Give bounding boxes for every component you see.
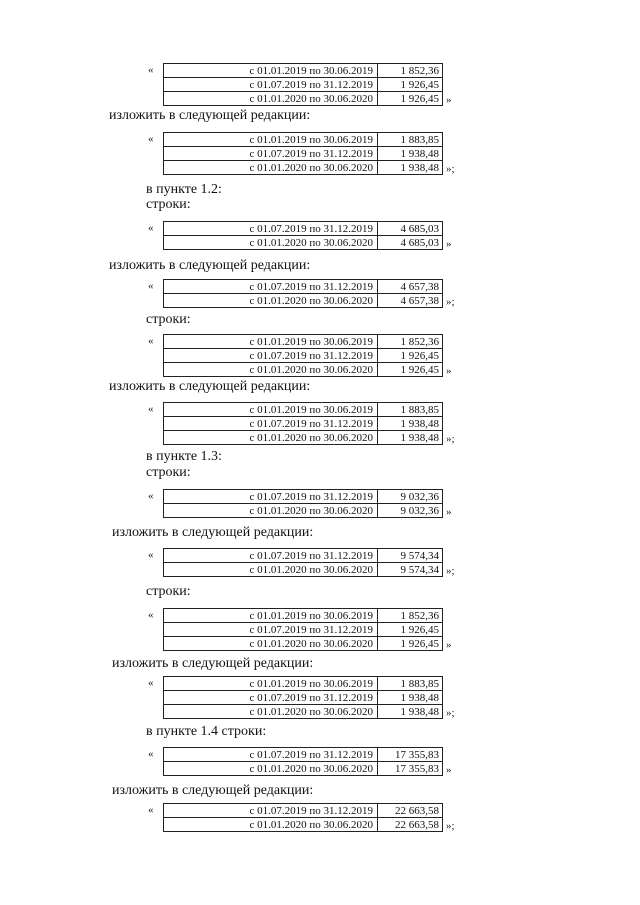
close-quote: » — [446, 365, 452, 377]
period-cell: с 01.01.2020 по 30.06.2020 — [164, 294, 378, 308]
value-cell: 1 926,45 — [378, 78, 443, 92]
rate-table — [163, 747, 443, 776]
table-row — [164, 677, 443, 691]
close-quote: »; — [446, 433, 455, 445]
rate-table — [163, 489, 443, 518]
table-row — [164, 403, 443, 417]
open-quote: « — [148, 748, 154, 760]
value-cell: 1 852,36 — [378, 335, 443, 349]
value-cell: 9 032,36 — [378, 490, 443, 504]
close-quote: »; — [446, 707, 455, 719]
table-row — [164, 762, 443, 776]
open-quote: « — [148, 609, 154, 621]
value-cell: 22 663,58 — [378, 818, 443, 832]
period-cell: с 01.07.2019 по 31.12.2019 — [164, 280, 378, 294]
period-cell: с 01.07.2019 по 31.12.2019 — [164, 623, 378, 637]
paragraph-text: изложить в следующей редакции: — [109, 379, 311, 394]
value-cell: 1 926,45 — [378, 349, 443, 363]
value-cell: 4 685,03 — [378, 236, 443, 250]
period-cell: с 01.07.2019 по 31.12.2019 — [164, 78, 378, 92]
value-cell: 1 938,48 — [378, 147, 443, 161]
open-quote: « — [148, 403, 154, 415]
close-quote: » — [446, 639, 452, 651]
table-row — [164, 147, 443, 161]
table-row — [164, 563, 443, 577]
open-quote: « — [148, 133, 154, 145]
table-row — [164, 609, 443, 623]
value-cell: 1 938,48 — [378, 691, 443, 705]
table-row — [164, 78, 443, 92]
table-row — [164, 222, 443, 236]
paragraph-text: изложить в следующей редакции: — [112, 525, 314, 540]
period-cell: с 01.01.2020 по 30.06.2020 — [164, 236, 378, 250]
close-quote: »; — [446, 820, 455, 832]
period-cell: с 01.01.2019 по 30.06.2019 — [164, 403, 378, 417]
close-quote: » — [446, 94, 452, 106]
table-row — [164, 417, 443, 431]
period-cell: с 01.07.2019 по 31.12.2019 — [164, 147, 378, 161]
period-cell: с 01.01.2020 по 30.06.2020 — [164, 92, 378, 106]
paragraph-text: в пункте 1.2: — [146, 182, 222, 197]
table-row — [164, 92, 443, 106]
paragraph-text: строки: — [146, 465, 191, 480]
value-cell: 1 938,48 — [378, 417, 443, 431]
period-cell: с 01.07.2019 по 31.12.2019 — [164, 549, 378, 563]
period-cell: с 01.07.2019 по 31.12.2019 — [164, 417, 378, 431]
rate-table — [163, 132, 443, 175]
table-row — [164, 818, 443, 832]
period-cell: с 01.01.2020 по 30.06.2020 — [164, 818, 378, 832]
rate-table — [163, 548, 443, 577]
table-row — [164, 236, 443, 250]
table-row — [164, 335, 443, 349]
table-row — [164, 490, 443, 504]
value-cell: 1 883,85 — [378, 403, 443, 417]
table-row — [164, 64, 443, 78]
period-cell: с 01.01.2019 по 30.06.2019 — [164, 677, 378, 691]
period-cell: с 01.01.2019 по 30.06.2019 — [164, 133, 378, 147]
value-cell: 4 657,38 — [378, 280, 443, 294]
table-row — [164, 363, 443, 377]
period-cell: с 01.01.2020 по 30.06.2020 — [164, 563, 378, 577]
period-cell: с 01.01.2020 по 30.06.2020 — [164, 504, 378, 518]
paragraph-text: строки: — [146, 197, 191, 212]
table-row — [164, 623, 443, 637]
table-row — [164, 804, 443, 818]
close-quote: » — [446, 764, 452, 776]
paragraph-text: строки: — [146, 312, 191, 327]
table-row — [164, 549, 443, 563]
value-cell: 1 852,36 — [378, 609, 443, 623]
period-cell: с 01.01.2020 по 30.06.2020 — [164, 705, 378, 719]
value-cell: 1 926,45 — [378, 363, 443, 377]
period-cell: с 01.01.2019 по 30.06.2019 — [164, 64, 378, 78]
period-cell: с 01.07.2019 по 31.12.2019 — [164, 490, 378, 504]
period-cell: с 01.07.2019 по 31.12.2019 — [164, 349, 378, 363]
close-quote: »; — [446, 565, 455, 577]
value-cell: 1 926,45 — [378, 637, 443, 651]
open-quote: « — [148, 804, 154, 816]
close-quote: »; — [446, 296, 455, 308]
value-cell: 22 663,58 — [378, 804, 443, 818]
value-cell: 17 355,83 — [378, 748, 443, 762]
value-cell: 9 574,34 — [378, 549, 443, 563]
table-row — [164, 637, 443, 651]
value-cell: 1 926,45 — [378, 92, 443, 106]
rate-table — [163, 803, 443, 832]
table-row — [164, 349, 443, 363]
open-quote: « — [148, 280, 154, 292]
value-cell: 9 574,34 — [378, 563, 443, 577]
table-row — [164, 280, 443, 294]
paragraph-text: изложить в следующей редакции: — [109, 108, 311, 123]
rate-table — [163, 676, 443, 719]
value-cell: 1 883,85 — [378, 677, 443, 691]
period-cell: с 01.01.2019 по 30.06.2019 — [164, 335, 378, 349]
period-cell: с 01.07.2019 по 31.12.2019 — [164, 748, 378, 762]
period-cell: с 01.01.2020 по 30.06.2020 — [164, 431, 378, 445]
paragraph-text: в пункте 1.4 строки: — [146, 724, 267, 739]
value-cell: 1 852,36 — [378, 64, 443, 78]
period-cell: с 01.07.2019 по 31.12.2019 — [164, 222, 378, 236]
period-cell: с 01.07.2019 по 31.12.2019 — [164, 804, 378, 818]
period-cell: с 01.01.2020 по 30.06.2020 — [164, 762, 378, 776]
close-quote: » — [446, 238, 452, 250]
table-row — [164, 748, 443, 762]
open-quote: « — [148, 677, 154, 689]
rate-table — [163, 608, 443, 651]
table-row — [164, 133, 443, 147]
open-quote: « — [148, 549, 154, 561]
value-cell: 4 685,03 — [378, 222, 443, 236]
open-quote: « — [148, 64, 154, 76]
table-row — [164, 705, 443, 719]
close-quote: »; — [446, 163, 455, 175]
value-cell: 1 926,45 — [378, 623, 443, 637]
open-quote: « — [148, 222, 154, 234]
value-cell: 4 657,38 — [378, 294, 443, 308]
value-cell: 1 938,48 — [378, 431, 443, 445]
rate-table — [163, 334, 443, 377]
period-cell: с 01.01.2020 по 30.06.2020 — [164, 637, 378, 651]
table-row — [164, 691, 443, 705]
paragraph-text: изложить в следующей редакции: — [112, 656, 314, 671]
table-row — [164, 294, 443, 308]
value-cell: 17 355,83 — [378, 762, 443, 776]
table-row — [164, 504, 443, 518]
period-cell: с 01.01.2020 по 30.06.2020 — [164, 161, 378, 175]
rate-table — [163, 279, 443, 308]
table-row — [164, 431, 443, 445]
open-quote: « — [148, 335, 154, 347]
value-cell: 1 938,48 — [378, 161, 443, 175]
rate-table — [163, 402, 443, 445]
table-row — [164, 161, 443, 175]
value-cell: 1 883,85 — [378, 133, 443, 147]
value-cell: 1 938,48 — [378, 705, 443, 719]
period-cell: с 01.01.2019 по 30.06.2019 — [164, 609, 378, 623]
paragraph-text: в пункте 1.3: — [146, 449, 222, 464]
period-cell: с 01.01.2020 по 30.06.2020 — [164, 363, 378, 377]
paragraph-text: изложить в следующей редакции: — [109, 258, 311, 273]
paragraph-text: изложить в следующей редакции: — [112, 783, 314, 798]
close-quote: » — [446, 506, 452, 518]
open-quote: « — [148, 490, 154, 502]
rate-table — [163, 63, 443, 106]
paragraph-text: строки: — [146, 584, 191, 599]
value-cell: 9 032,36 — [378, 504, 443, 518]
period-cell: с 01.07.2019 по 31.12.2019 — [164, 691, 378, 705]
rate-table — [163, 221, 443, 250]
